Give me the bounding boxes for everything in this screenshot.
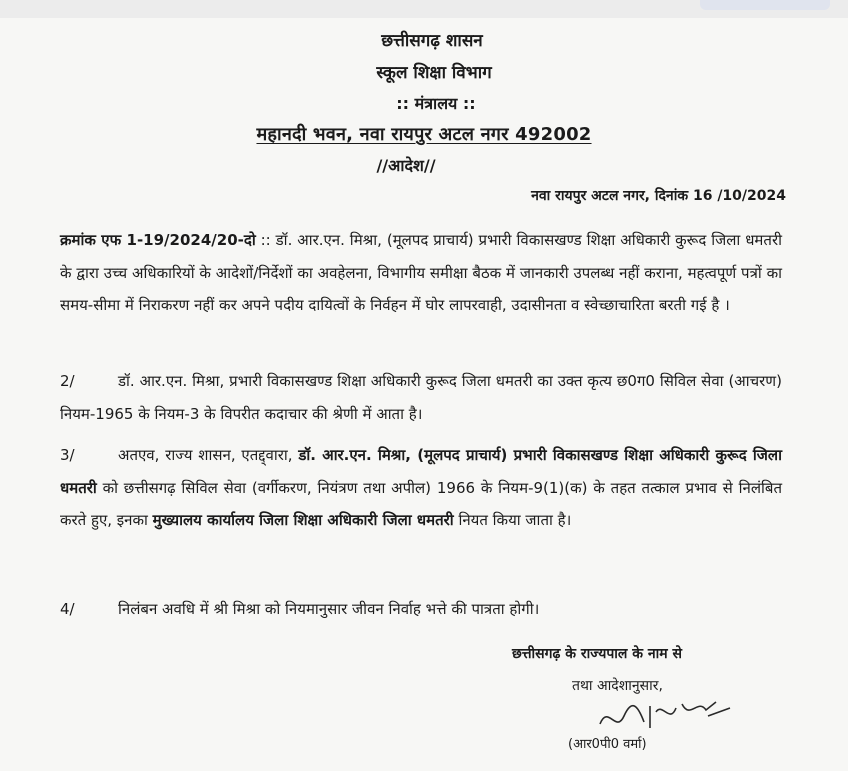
top-tab-shape xyxy=(700,0,830,10)
signatory-name: (आर0पी0 वर्मा) xyxy=(568,737,647,752)
paragraph-3-bold-b: मुख्यालय कार्यालय जिला शिक्षा अधिकारी जिला धमतरी xyxy=(152,511,454,529)
paragraph-3-text-a: अतएव, राज्य शासन, एतद्द्वारा, xyxy=(118,446,299,464)
paragraph-1-text: :: डॉ. आर.एन. मिश्रा, (मूलपद प्राचार्य) प्रभारी विकासखण्ड शिक्षा अधिकारी कुरूद जिला धमतरी के द्वारा उच्च अधिकारियों के आदेशों/निर्देशों का अवहेलना, विभागीय समीक्षा बैठक में जानकारी उपलब्ध नहीं कराना, महत्वपूर्ण पत्रों का समय-सीमा में निराकरण नहीं कर अपने पदीय दायित्वों के निर्वहन में घोर लापरवाही, उदासीनता व स्वेच्छाचारिता बरती गई है । xyxy=(60,231,782,314)
order-document xyxy=(0,18,848,771)
header-address: महानदी भवन, नवा रायपुर अटल नगर 492002 xyxy=(256,124,592,145)
paragraph-3 xyxy=(60,439,782,537)
header-department: स्कूल शिक्षा विभाग xyxy=(376,63,492,83)
signature-authority-line: छत्तीसगढ़ के राज्यपाल के नाम से xyxy=(512,646,682,662)
paragraph-4 xyxy=(60,593,782,626)
paragraph-3-text-c: नियत किया जाता है। xyxy=(453,511,572,529)
paragraph-3-number: 3/ xyxy=(60,446,75,464)
order-title: //आदेश// xyxy=(376,156,436,175)
header-government: छत्तीसगढ़ शासन xyxy=(381,31,483,51)
header-ministry: :: मंत्रालय :: xyxy=(396,94,476,113)
paragraph-4-number: 4/ xyxy=(60,600,75,618)
top-strip xyxy=(0,0,848,18)
paragraph-1 xyxy=(60,224,782,322)
order-reference: क्रमांक एफ 1-19/2024/20-दो xyxy=(60,231,256,249)
signature-order-line: तथा आदेशानुसार, xyxy=(572,678,663,694)
paragraph-2-text: डॉ. आर.एन. मिश्रा, प्रभारी विकासखण्ड शिक्षा अधिकारी कुरूद जिला धमतरी का उक्त कृत्य छ0ग0 सिविल सेवा (आचरण) नियम-1965 के नियम-3 के विपरीत कदाचार की श्रेणी में आता है। xyxy=(60,372,782,423)
paragraph-3-text-b: को छत्तीसगढ़ सिविल सेवा (वर्गीकरण, नियंत्रण तथा अपील) 1966 के नियम-9(1)(क) के तहत तत्काल प्रभाव से निलंबित करते हुए, इनका xyxy=(60,478,782,529)
paragraph-2-number: 2/ xyxy=(60,372,75,390)
paragraph-2 xyxy=(60,365,782,430)
paragraph-3-bold-a: डॉ. आर.एन. मिश्रा, (मूलपद प्राचार्य) प्रभारी विकासखण्ड शिक्षा अधिकारी कुरूद जिला धमतरी xyxy=(60,446,782,497)
paragraph-4-text: निलंबन अवधि में श्री मिश्रा को नियमानुसार जीवन निर्वाह भत्ते की पात्रता होगी। xyxy=(118,600,540,618)
dateline: नवा रायपुर अटल नगर, दिनांक 16 /10/2024 xyxy=(531,188,786,204)
